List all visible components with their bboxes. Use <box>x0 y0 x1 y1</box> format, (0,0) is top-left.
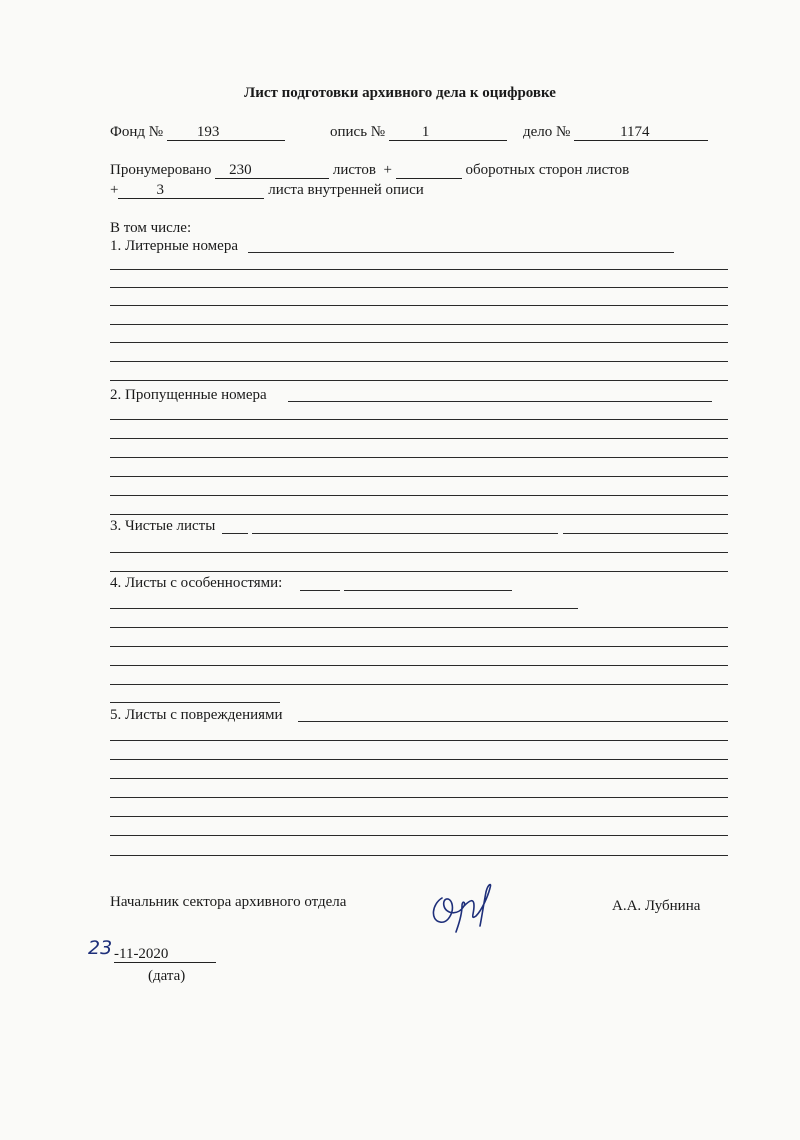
inner-label: листа внутренней описи <box>268 182 424 198</box>
sheets-label: листов <box>332 162 377 178</box>
section-4-rule <box>110 702 280 703</box>
signer-position: Начальник сектора архивного отдела <box>110 894 347 910</box>
section-1-inline-rule <box>248 252 674 253</box>
inner-value: 3 <box>118 182 264 199</box>
section-2-rule <box>110 457 728 458</box>
section-2-rule <box>110 495 728 496</box>
section-4-inline-rule <box>344 590 512 591</box>
section-5-rule <box>110 778 728 779</box>
section-1-rule <box>110 305 728 306</box>
section-3-inline-rule <box>222 533 248 534</box>
section-2-rule <box>110 476 728 477</box>
section-3-label: 3. Чистые листы <box>110 518 216 534</box>
section-3-inline-rule <box>252 533 558 534</box>
section-2-rule <box>110 419 728 420</box>
document-title: Лист подготовки архивного дела к оцифровке <box>244 85 556 101</box>
date-caption: (дата) <box>148 968 186 984</box>
section-2-rule <box>110 438 728 439</box>
numbered-label: Пронумеровано <box>110 162 212 178</box>
date-field <box>114 945 216 963</box>
section-4-rule <box>110 684 728 685</box>
section-1-label: 1. Литерные номера <box>110 238 238 254</box>
signer-name: А.А. Лубнина <box>612 898 701 914</box>
section-5-rule <box>110 797 728 798</box>
section-5-rule <box>110 835 728 836</box>
section-4-rule <box>110 665 728 666</box>
section-1-rule <box>110 269 728 270</box>
section-3-inline-rule <box>563 533 728 534</box>
section-4-rule <box>110 608 578 609</box>
section-5-inline-rule <box>298 721 728 722</box>
plus-sign: + <box>383 162 392 178</box>
section-5-rule <box>110 740 728 741</box>
inner-inventory-line <box>110 181 424 199</box>
including-label: В том числе: <box>110 220 192 236</box>
section-4-rule <box>110 646 728 647</box>
section-2-label: 2. Пропущенные номера <box>110 387 267 403</box>
delo-value: 1174 <box>574 124 708 141</box>
section-3-rule <box>110 571 728 572</box>
section-5-rule <box>110 816 728 817</box>
delo-label: дело № <box>523 124 571 140</box>
numbered-line <box>110 161 629 179</box>
section-1-rule <box>110 380 728 381</box>
opis-field <box>330 123 507 141</box>
opis-value: 1 <box>389 124 507 141</box>
plus-sign: + <box>110 182 119 198</box>
section-3-rule <box>110 552 728 553</box>
section-5-label: 5. Листы с повреждениями <box>110 707 283 723</box>
delo-field <box>523 123 708 141</box>
date-handwritten-day: 23 <box>88 937 113 959</box>
section-5-rule <box>110 855 728 856</box>
fond-value: 193 <box>167 124 285 141</box>
section-1-rule <box>110 342 728 343</box>
date-printed: -11-2020 <box>114 946 216 963</box>
section-5-rule <box>110 759 728 760</box>
fond-field <box>110 123 285 141</box>
numbered-value: 230 <box>215 162 329 179</box>
section-4-inline-rule <box>300 590 340 591</box>
section-1-rule <box>110 287 728 288</box>
reverse-label: оборотных сторон листов <box>465 162 630 178</box>
opis-label: опись № <box>330 124 386 140</box>
section-1-rule <box>110 361 728 362</box>
section-2-inline-rule <box>288 401 712 402</box>
section-4-rule <box>110 627 728 628</box>
fond-label: Фонд № <box>110 124 164 140</box>
section-2-rule <box>110 514 728 515</box>
reverse-blank <box>396 162 462 179</box>
section-4-label: 4. Листы с особенностями: <box>110 575 283 591</box>
signature-image <box>428 876 508 936</box>
section-1-rule <box>110 324 728 325</box>
